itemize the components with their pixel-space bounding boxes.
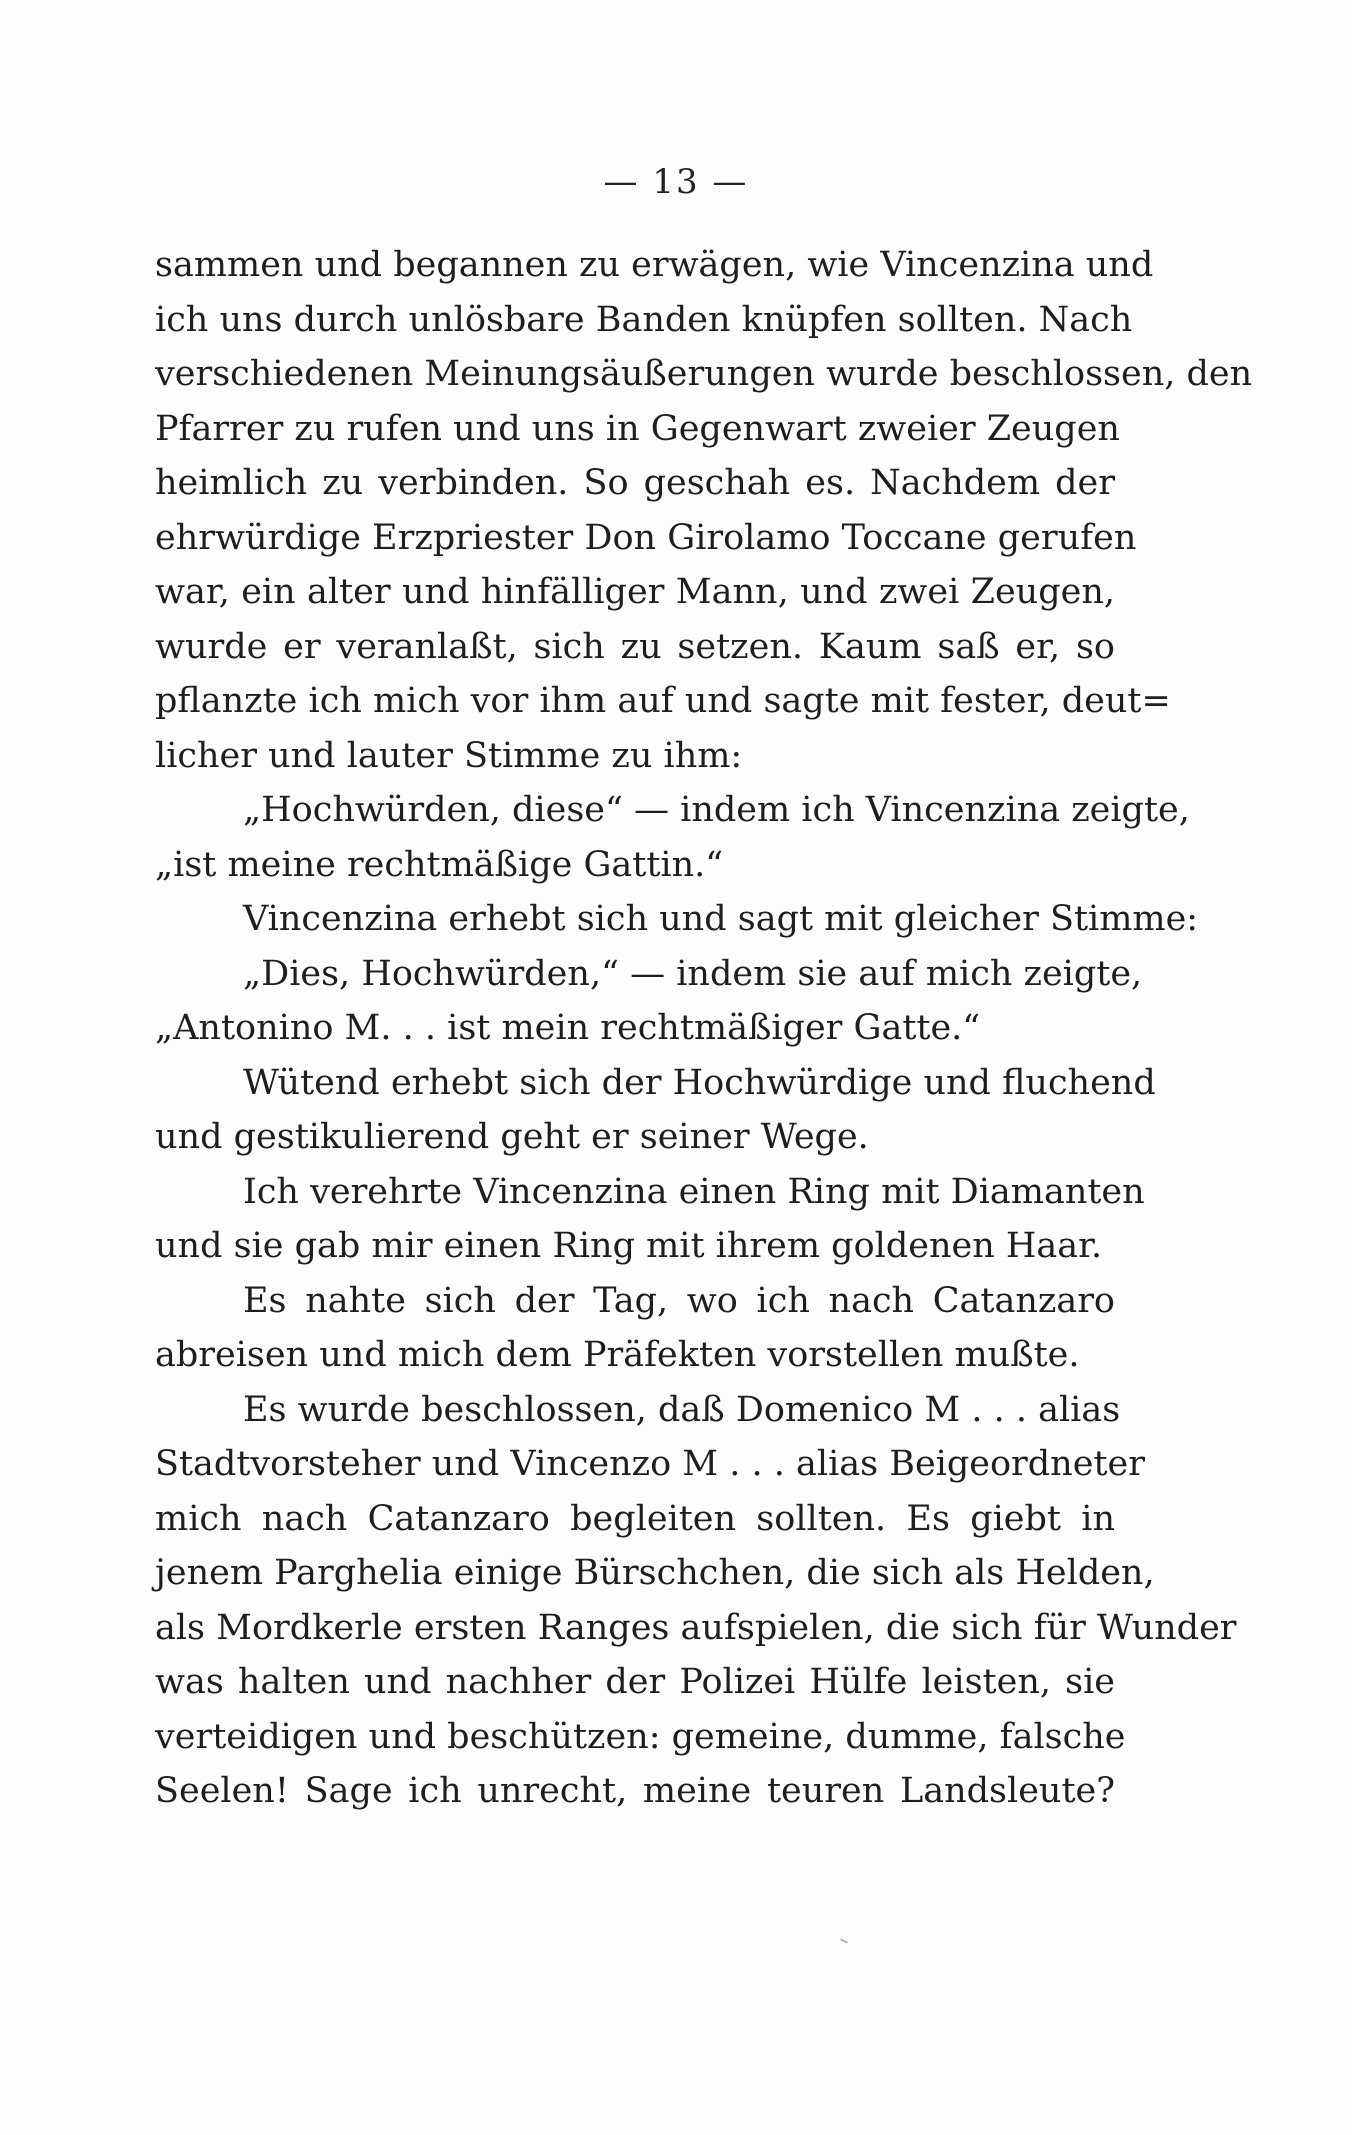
text-line: jenem Parghelia einige Bürschchen, die sich als Helden, — [155, 1553, 1155, 1593]
text-line: mich nach Catanzaro begleiten sollten. Es giebt in — [155, 1498, 1115, 1539]
text-line: und gestikulierend geht er seiner Wege. — [155, 1117, 869, 1157]
text-line: heimlich zu verbinden. So geschah es. Nachdem der — [155, 463, 1115, 503]
body-text — [155, 238, 1253, 1819]
text-line: war, ein alter und hinfälliger Mann, und zwei Zeugen, — [155, 572, 1115, 612]
text-line: sammen und begannen zu erwägen, wie Vincenzina und — [155, 245, 1154, 285]
paper-speck — [840, 1938, 848, 1943]
text-line: und sie gab mir einen Ring mit ihrem goldenen Haar. — [155, 1226, 1103, 1266]
text-line: was halten und nachher der Polizei Hülfe leisten, sie — [155, 1662, 1115, 1702]
text-line: verschiedenen Meinungsäußerungen wurde beschlossen, den — [155, 354, 1253, 394]
text-line: wurde er veranlaßt, sich zu setzen. Kaum saß er, so — [155, 626, 1115, 667]
text-line: „Antonino M. . . ist mein rechtmäßiger Gatte.“ — [155, 1008, 981, 1048]
text-line: „Hochwürden, diese“ — indem ich Vincenzina zeigte, — [243, 790, 1190, 830]
text-line: Stadtvorsteher und Vincenzo M . . . alias Beigeordneter — [155, 1444, 1145, 1484]
text-line: „Dies, Hochwürden,“ — indem sie auf mich zeigte, — [243, 953, 1143, 994]
text-line: „ist meine rechtmäßige Gattin.“ — [155, 844, 724, 885]
text-line: ehrwürdige Erzpriester Don Girolamo Toccane gerufen — [155, 517, 1137, 558]
text-line: pflanzte ich mich vor ihm auf und sagte mit fester, deut= — [155, 681, 1171, 721]
text-line: Ich verehrte Vincenzina einen Ring mit Diamanten — [243, 1171, 1145, 1212]
page-number: — 13 — — [603, 162, 749, 202]
text-line: licher und lauter Stimme zu ihm: — [155, 735, 743, 776]
text-line: Es wurde beschlossen, daß Domenico M . . . alias — [243, 1389, 1121, 1430]
text-line: als Mordkerle ersten Ranges aufspielen, die sich für Wunder — [155, 1607, 1237, 1648]
text-line: Wütend erhebt sich der Hochwürdige und fluchend — [243, 1062, 1156, 1103]
text-line: Seelen! Sage ich unrecht, meine teuren Landsleute? — [155, 1771, 1115, 1811]
text-line: verteidigen und beschützen: gemeine, dumme, falsche — [155, 1716, 1126, 1757]
text-line: ich uns durch unlösbare Banden knüpfen sollten. Nach — [155, 299, 1133, 340]
text-line: abreisen und mich dem Präfekten vorstellen mußte. — [155, 1335, 1080, 1375]
text-line: Pfarrer zu rufen und uns in Gegenwart zweier Zeugen — [155, 408, 1120, 449]
text-line: Es nahte sich der Tag, wo ich nach Catanzaro — [243, 1280, 1115, 1321]
text-line: Vincenzina erhebt sich und sagt mit gleicher Stimme: — [243, 899, 1199, 939]
